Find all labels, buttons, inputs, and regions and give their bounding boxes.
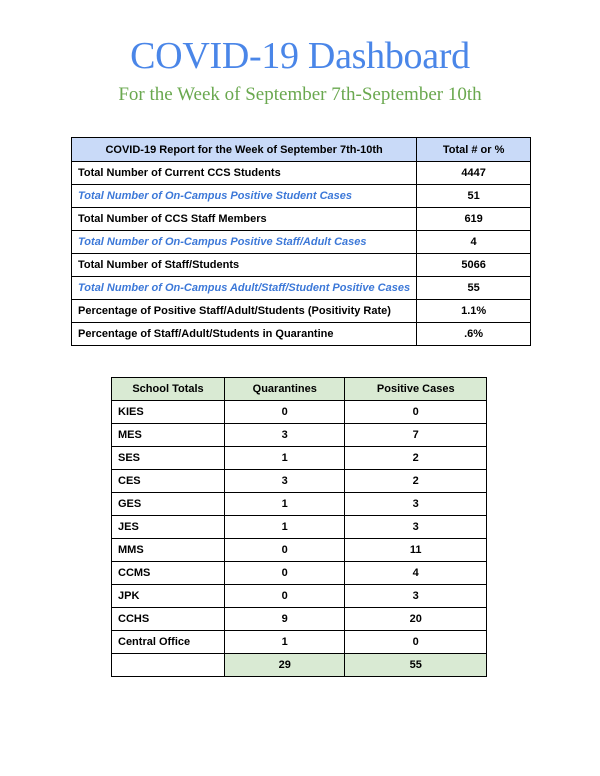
report-row-label: Total Number of On-Campus Positive Staff/Adult Cases [72, 231, 417, 254]
school-row [112, 493, 487, 516]
total-positive-cases: 55 [345, 654, 487, 677]
report-row [72, 231, 531, 254]
report-header-total: Total # or % [417, 138, 531, 162]
school-name: Central Office [112, 631, 225, 654]
school-row [112, 585, 487, 608]
report-row-label: Total Number of On-Campus Positive Student Cases [72, 185, 417, 208]
report-row [72, 323, 531, 346]
report-row [72, 277, 531, 300]
school-name: JPK [112, 585, 225, 608]
report-row-label: Percentage of Staff/Adult/Students in Quarantine [72, 323, 417, 346]
school-quarantines: 1 [225, 631, 345, 654]
page-subtitle: For the Week of September 7th-September 10th [118, 84, 482, 105]
school-row [112, 608, 487, 631]
school-quarantines: 0 [225, 562, 345, 585]
report-row-value: 1.1% [417, 300, 531, 323]
school-name: GES [112, 493, 225, 516]
school-quarantines: 0 [225, 539, 345, 562]
report-row-label: Total Number of Staff/Students [72, 254, 417, 277]
total-quarantines: 29 [225, 654, 345, 677]
school-quarantines: 1 [225, 447, 345, 470]
report-row-label: Total Number of On-Campus Adult/Staff/Student Positive Cases [72, 277, 417, 300]
school-positive-cases: 2 [345, 470, 487, 493]
school-positive-cases: 7 [345, 424, 487, 447]
school-positive-cases: 2 [345, 447, 487, 470]
report-row [72, 254, 531, 277]
school-row [112, 447, 487, 470]
school-positive-cases: 3 [345, 493, 487, 516]
weekly-report-table [71, 137, 531, 346]
school-quarantines: 9 [225, 608, 345, 631]
school-row [112, 424, 487, 447]
school-name: MMS [112, 539, 225, 562]
report-row [72, 208, 531, 231]
schools-header-row [112, 378, 487, 401]
report-row-label: Total Number of Current CCS Students [72, 162, 417, 185]
schools-header-quarantines: Quarantines [225, 378, 345, 401]
school-row [112, 539, 487, 562]
page-title: COVID-19 Dashboard [130, 35, 470, 77]
report-row-value: .6% [417, 323, 531, 346]
schools-header-school: School Totals [112, 378, 225, 401]
school-row [112, 470, 487, 493]
school-name: MES [112, 424, 225, 447]
report-row-value: 4 [417, 231, 531, 254]
school-quarantines: 3 [225, 470, 345, 493]
schools-header-positive: Positive Cases [345, 378, 487, 401]
report-row-value: 4447 [417, 162, 531, 185]
school-totals-table [111, 377, 487, 677]
school-quarantines: 1 [225, 516, 345, 539]
school-row [112, 516, 487, 539]
school-row [112, 562, 487, 585]
report-row [72, 162, 531, 185]
report-row [72, 185, 531, 208]
report-header-label: COVID-19 Report for the Week of September 7th-10th [72, 138, 417, 162]
school-positive-cases: 11 [345, 539, 487, 562]
school-positive-cases: 0 [345, 631, 487, 654]
schools-totals-row [112, 654, 487, 677]
school-name: SES [112, 447, 225, 470]
report-row-value: 51 [417, 185, 531, 208]
report-row-value: 55 [417, 277, 531, 300]
report-row-label: Percentage of Positive Staff/Adult/Students (Positivity Rate) [72, 300, 417, 323]
school-name: JES [112, 516, 225, 539]
school-row [112, 401, 487, 424]
report-row-label: Total Number of CCS Staff Members [72, 208, 417, 231]
report-header-row [72, 138, 531, 162]
school-positive-cases: 0 [345, 401, 487, 424]
school-quarantines: 0 [225, 585, 345, 608]
school-quarantines: 0 [225, 401, 345, 424]
school-name: CCMS [112, 562, 225, 585]
school-name: CCHS [112, 608, 225, 631]
school-name: KIES [112, 401, 225, 424]
school-positive-cases: 3 [345, 585, 487, 608]
report-row-value: 5066 [417, 254, 531, 277]
school-quarantines: 3 [225, 424, 345, 447]
totals-label [112, 654, 225, 677]
school-name: CES [112, 470, 225, 493]
school-quarantines: 1 [225, 493, 345, 516]
report-row-value: 619 [417, 208, 531, 231]
school-positive-cases: 20 [345, 608, 487, 631]
school-positive-cases: 3 [345, 516, 487, 539]
report-row [72, 300, 531, 323]
school-positive-cases: 4 [345, 562, 487, 585]
school-row [112, 631, 487, 654]
